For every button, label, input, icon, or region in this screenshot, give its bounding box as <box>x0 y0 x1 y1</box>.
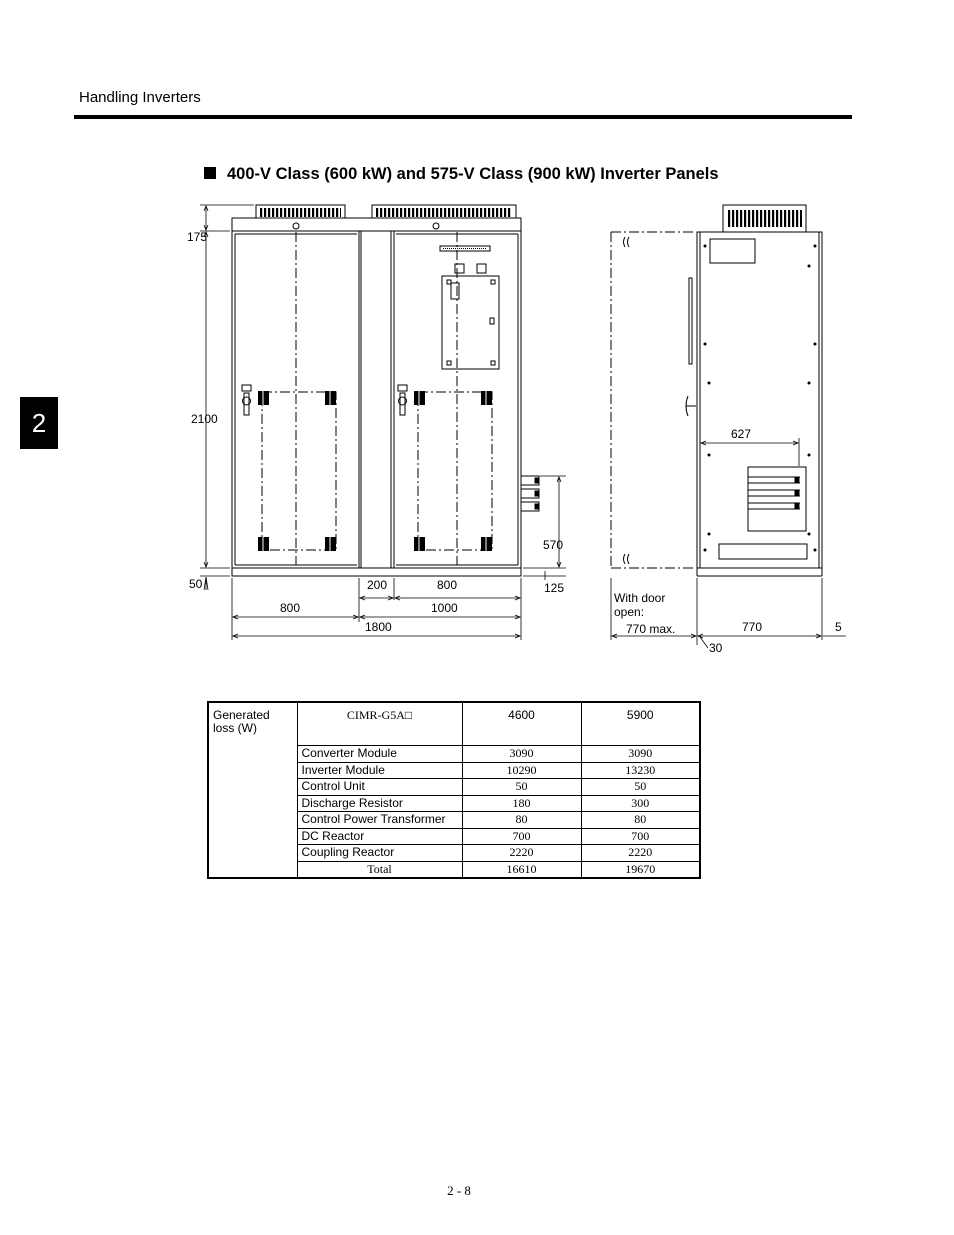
cell-value: 3090 <box>581 746 700 763</box>
running-header: Handling Inverters <box>79 89 201 106</box>
model-label: CIMR-G5A□ <box>297 702 462 746</box>
page-number: 2 - 8 <box>447 1183 471 1198</box>
row-name: Discharge Resistor <box>297 795 462 812</box>
cell-value: 3090 <box>462 746 581 763</box>
cell-value: 50 <box>581 779 700 796</box>
dim-770: 770 <box>742 620 763 634</box>
column-header-4600: 4600 <box>462 702 581 746</box>
dim-570: 570 <box>543 538 564 552</box>
dim-1800: 1800 <box>365 620 392 634</box>
cell-value: 80 <box>462 812 581 829</box>
dim-200: 200 <box>367 578 388 592</box>
generated-loss-table <box>207 701 701 879</box>
cabinet-body <box>232 231 521 568</box>
row-name: DC Reactor <box>297 828 462 845</box>
front-view <box>200 205 566 640</box>
table-header-row <box>208 702 700 746</box>
dim-770-max: 770 max. <box>626 622 676 636</box>
dim-50: 50 <box>189 577 203 591</box>
cabinet-side <box>697 232 822 568</box>
cell-value: 700 <box>462 828 581 845</box>
dim-2100: 2100 <box>191 412 218 426</box>
row-name: Converter Module <box>297 746 462 763</box>
cell-value: 10290 <box>462 762 581 779</box>
row-name: Control Power Transformer <box>297 812 462 829</box>
dim-800-left: 800 <box>280 601 301 615</box>
cell-value: 2220 <box>462 845 581 862</box>
dim-627: 627 <box>731 427 752 441</box>
dim-30: 30 <box>709 641 723 655</box>
total-value: 16610 <box>462 861 581 878</box>
cell-value: 50 <box>462 779 581 796</box>
cell-value: 2220 <box>581 845 700 862</box>
door-note-line2: open: <box>614 605 645 619</box>
row-name: Inverter Module <box>297 762 462 779</box>
dim-1000: 1000 <box>431 601 458 615</box>
dim-125: 125 <box>544 581 565 595</box>
cell-value: 13230 <box>581 762 700 779</box>
cell-value: 180 <box>462 795 581 812</box>
column-header-5900: 5900 <box>581 702 700 746</box>
cabinet-base <box>232 568 521 576</box>
cell-value: 300 <box>581 795 700 812</box>
section-title-text: 400-V Class (600 kW) and 575-V Class (900 kW) Inverter Panels <box>227 165 719 183</box>
generated-loss-label: Generated loss (W) <box>208 702 297 878</box>
total-value: 19670 <box>581 861 700 878</box>
chapter-tab: 2 <box>20 397 58 449</box>
cell-value: 80 <box>581 812 700 829</box>
cell-value: 700 <box>581 828 700 845</box>
row-name: Coupling Reactor <box>297 845 462 862</box>
dim-800-right: 800 <box>437 578 458 592</box>
door-note-line1: With door <box>614 591 666 605</box>
dim-175: 175 <box>187 230 208 244</box>
side-view <box>611 205 846 648</box>
total-label: Total <box>297 861 462 878</box>
row-name: Control Unit <box>297 779 462 796</box>
dim-5: 5 <box>835 620 842 634</box>
